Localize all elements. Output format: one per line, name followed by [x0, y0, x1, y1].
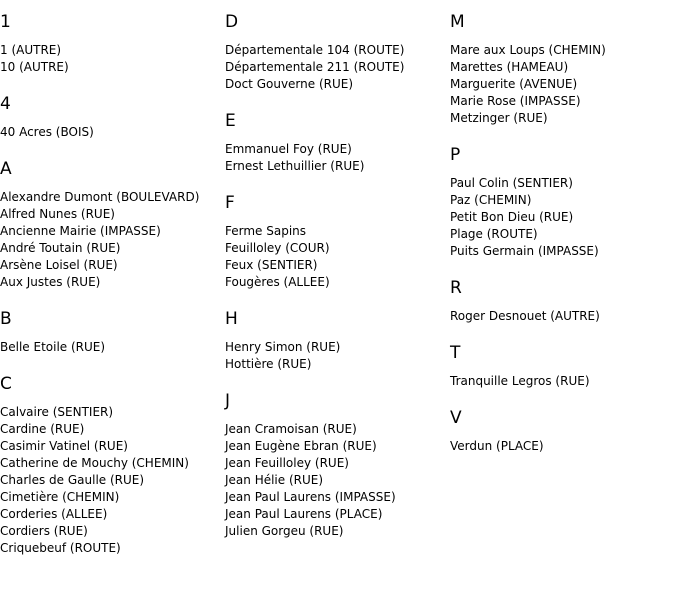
street-entry: Tranquille Legros (RUE) [450, 374, 590, 388]
street-entry: Marie Rose (IMPASSE) [450, 94, 581, 108]
street-entry: Calvaire (SENTIER) [0, 405, 114, 419]
letter-heading: A [0, 159, 12, 179]
letter-group [0, 159, 220, 291]
street-entry: Julien Gorgeu (RUE) [225, 524, 344, 538]
street-entry: Départementale 104 (ROUTE) [225, 43, 405, 57]
letter-group [450, 408, 675, 455]
letter-group [225, 111, 445, 175]
street-list [450, 308, 675, 325]
street-entry: Verdun (PLACE) [450, 439, 544, 453]
letter-heading: V [450, 408, 462, 428]
street-index-column-2 [225, 0, 445, 540]
street-entry: 1 (AUTRE) [0, 43, 62, 57]
street-list [0, 339, 220, 356]
street-entry: Feux (SENTIER) [225, 258, 318, 272]
street-entry: 10 (AUTRE) [0, 60, 69, 74]
street-entry: Jean Paul Laurens (IMPASSE) [225, 490, 396, 504]
street-entry: Belle Etoile (RUE) [0, 340, 106, 354]
street-entry: Ancienne Mairie (IMPASSE) [0, 224, 161, 238]
street-entry: Jean Feuilloley (RUE) [225, 456, 349, 470]
street-entry: Metzinger (RUE) [450, 111, 548, 125]
street-list [450, 175, 675, 260]
letter-group [450, 12, 675, 127]
street-entry: Hottière (RUE) [225, 357, 312, 371]
street-entry: Cordiers (RUE) [0, 524, 88, 538]
street-entry: Aux Justes (RUE) [0, 275, 101, 289]
letter-heading: J [225, 391, 231, 411]
letter-heading: D [225, 12, 239, 32]
street-entry: 40 Acres (BOIS) [0, 125, 94, 139]
street-entry: Jean Hélie (RUE) [225, 473, 324, 487]
street-entry: Cimetière (CHEMIN) [0, 490, 120, 504]
letter-heading: F [225, 193, 235, 213]
street-list [225, 223, 445, 291]
letter-heading: H [225, 309, 238, 329]
street-entry: Paz (CHEMIN) [450, 193, 532, 207]
street-list [0, 124, 220, 141]
street-entry: Jean Eugène Ebran (RUE) [225, 439, 377, 453]
letter-group [225, 12, 445, 93]
street-list [0, 189, 220, 291]
street-entry: Alexandre Dumont (BOULEVARD) [0, 190, 200, 204]
letter-group [0, 374, 220, 557]
street-entry: Feuilloley (COUR) [225, 241, 330, 255]
letter-heading: C [0, 374, 12, 394]
street-entry: Cardine (RUE) [0, 422, 85, 436]
street-entry: Henry Simon (RUE) [225, 340, 341, 354]
street-entry: Départementale 211 (ROUTE) [225, 60, 405, 74]
street-entry: Criquebeuf (ROUTE) [0, 541, 121, 555]
street-list [450, 373, 675, 390]
street-index-column-1 [0, 0, 220, 557]
street-entry: Emmanuel Foy (RUE) [225, 142, 352, 156]
letter-heading: B [0, 309, 12, 329]
street-list [0, 404, 220, 557]
street-entry: Doct Gouverne (RUE) [225, 77, 354, 91]
street-entry: Roger Desnouet (AUTRE) [450, 309, 600, 323]
letter-heading: E [225, 111, 236, 131]
letter-heading: P [450, 145, 461, 165]
street-entry: Ferme Sapins [225, 224, 307, 238]
street-list [225, 42, 445, 93]
letter-group [0, 309, 220, 356]
street-entry: Charles de Gaulle (RUE) [0, 473, 145, 487]
letter-heading: T [450, 343, 461, 363]
letter-heading: R [450, 278, 462, 298]
street-entry: Marguerite (AVENUE) [450, 77, 578, 91]
letter-group [450, 343, 675, 390]
street-list [450, 42, 675, 127]
street-list [0, 42, 220, 76]
letter-heading: 4 [0, 94, 11, 114]
letter-heading: M [450, 12, 465, 32]
letter-group [0, 94, 220, 141]
letter-group [450, 145, 675, 260]
street-entry: Casimir Vatinel (RUE) [0, 439, 128, 453]
letter-group [225, 193, 445, 291]
street-entry: Jean Cramoisan (RUE) [225, 422, 357, 436]
street-entry: Jean Paul Laurens (PLACE) [225, 507, 383, 521]
street-entry: Mare aux Loups (CHEMIN) [450, 43, 606, 57]
letter-group [225, 391, 445, 540]
street-entry: Plage (ROUTE) [450, 227, 538, 241]
street-entry: Puits Germain (IMPASSE) [450, 244, 599, 258]
street-list [225, 339, 445, 373]
street-entry: Marettes (HAMEAU) [450, 60, 569, 74]
street-entry: Alfred Nunes (RUE) [0, 207, 115, 221]
letter-group [225, 309, 445, 373]
street-entry: Arsène Loisel (RUE) [0, 258, 118, 272]
street-entry: Corderies (ALLEE) [0, 507, 108, 521]
letter-group [0, 12, 220, 76]
street-entry: Fougères (ALLEE) [225, 275, 330, 289]
street-list [225, 141, 445, 175]
street-entry: Catherine de Mouchy (CHEMIN) [0, 456, 189, 470]
street-entry: Paul Colin (SENTIER) [450, 176, 573, 190]
street-entry: Petit Bon Dieu (RUE) [450, 210, 574, 224]
letter-heading: 1 [0, 12, 11, 32]
street-entry: André Toutain (RUE) [0, 241, 121, 255]
street-index-column-3 [450, 0, 675, 455]
street-list [450, 438, 675, 455]
letter-group [450, 278, 675, 325]
street-list [225, 421, 445, 540]
street-entry: Ernest Lethuillier (RUE) [225, 159, 365, 173]
